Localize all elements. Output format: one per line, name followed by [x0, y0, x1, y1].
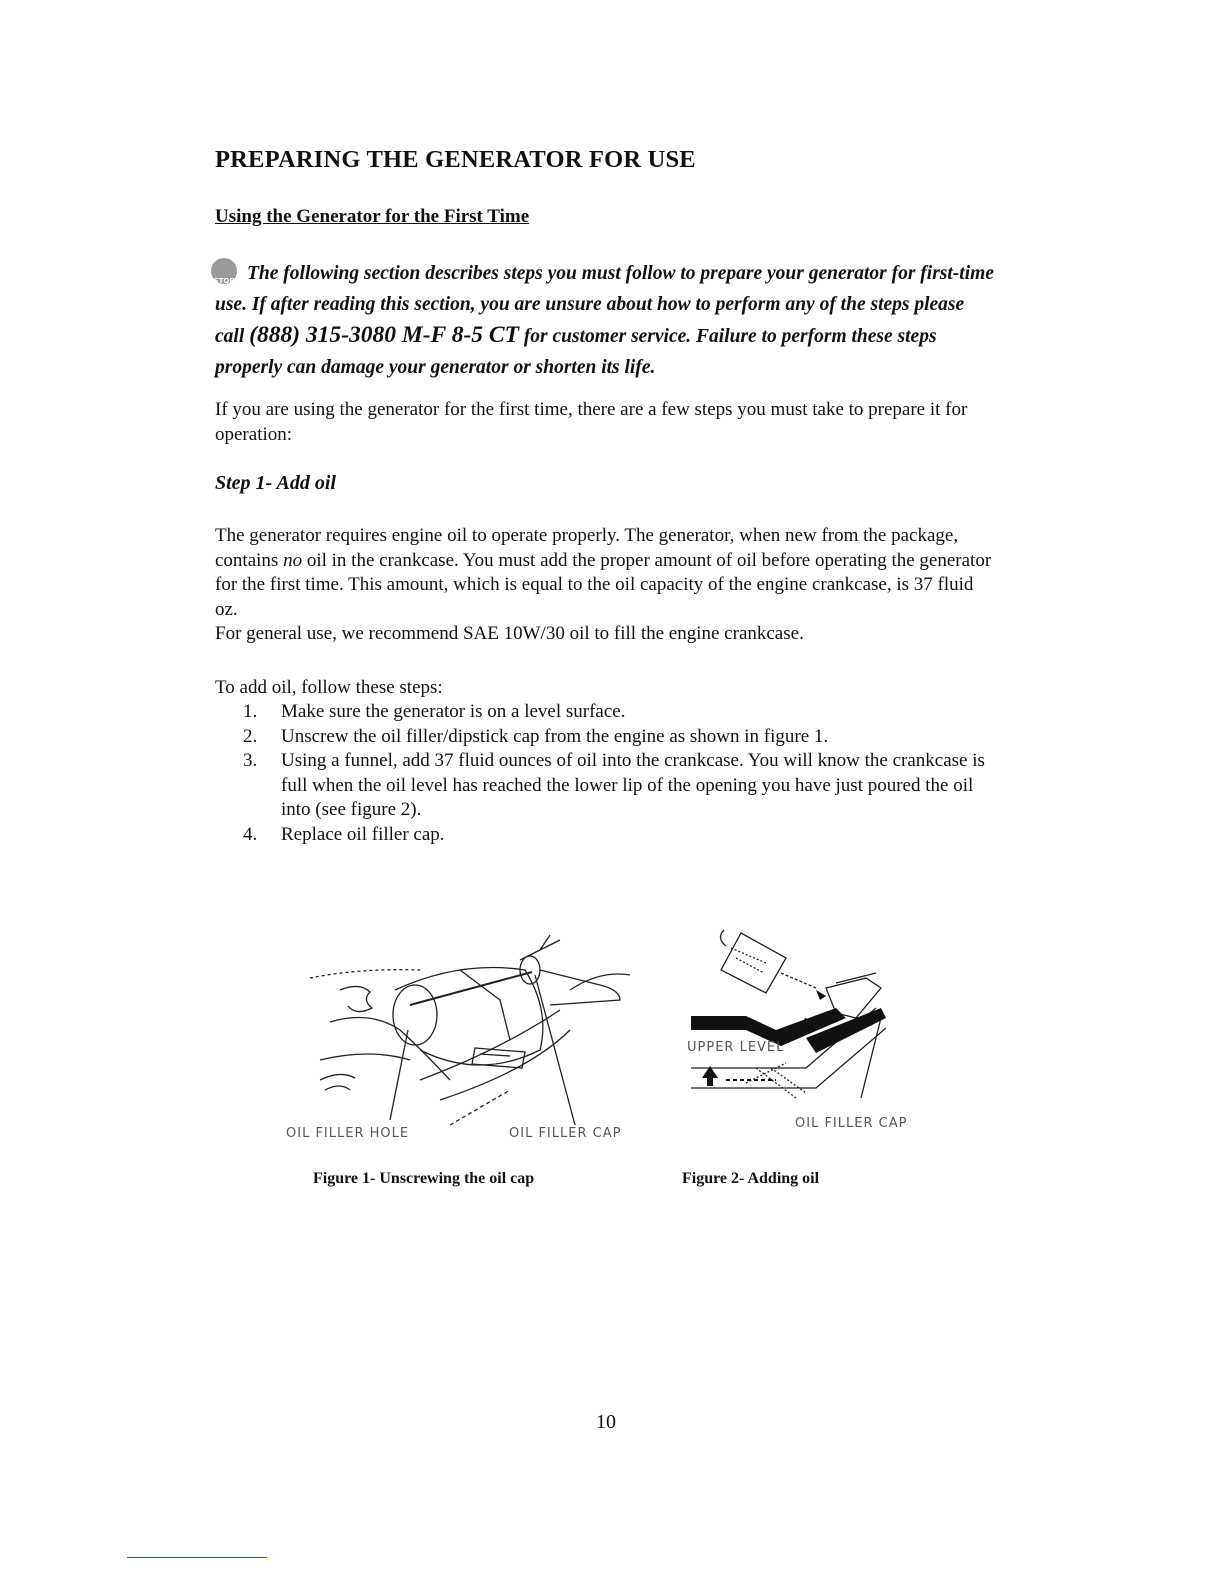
list-item-number: 2.	[243, 725, 258, 747]
list-item-number: 1.	[243, 701, 258, 722]
step-1-heading: Step 1- Add oil	[215, 472, 336, 494]
page-number: 10	[596, 1411, 616, 1433]
upper-level-label: UPPER LEVEL	[687, 1040, 785, 1055]
list-item-number: 3.	[243, 750, 258, 771]
warning-notice	[215, 258, 995, 383]
step-1-text-a: The generator requires engine oil to operate properly. The generator, when new from the package, contains	[215, 525, 959, 571]
page-title: PREPARING THE GENERATOR FOR USE	[215, 146, 696, 173]
step-1-paragraph	[215, 524, 995, 647]
section-heading: Using the Generator for the First Time	[215, 206, 530, 227]
steps-intro: To add oil, follow these steps:	[215, 677, 443, 698]
list-item-text: Make sure the generator is on a level surface.	[281, 701, 626, 722]
customer-service-phone: (888) 315-3080 M-F 8-5 CT	[249, 322, 519, 348]
figure-1-caption: Figure 1- Unscrewing the oil cap	[313, 1170, 535, 1187]
oil-steps-list	[243, 700, 993, 847]
intro-paragraph: If you are using the generator for the first time, there are a few steps you must take to prepare it for operation:	[215, 399, 968, 445]
oil-filler-cap-label-2: OIL FILLER CAP	[795, 1116, 908, 1131]
warning-text-part1: The following section describes steps you must follow to prepare your generator for first-time use. If after reading this section, you are unsure about how to perform any of the steps please call	[215, 263, 994, 347]
oil-filler-hole-label: OIL FILLER HOLE	[286, 1126, 410, 1141]
list-item-text: Replace oil filler cap.	[281, 823, 445, 845]
stop-icon-text: STOP	[213, 277, 235, 285]
oil-recommendation: For general use, we recommend SAE 10W/30 oil to fill the engine crankcase.	[215, 623, 804, 644]
figure-2-illustration	[686, 918, 916, 1118]
list-item-text: Using a funnel, add 37 fluid ounces of oil into the crankcase. You will know the crankcase is full when the oil level has reached the lower lip of the opening you have just poured the oil into (see figure 2).	[281, 750, 985, 820]
list-item	[243, 749, 993, 823]
oil-filler-cap-label: OIL FILLER CAP	[509, 1126, 622, 1141]
list-item-number: 4.	[243, 823, 258, 845]
stop-icon	[211, 258, 237, 284]
figure-1-illustration	[300, 930, 640, 1130]
footer-rule	[127, 1557, 267, 1558]
figure-2-caption: Figure 2- Adding oil	[682, 1170, 820, 1187]
list-item	[243, 725, 993, 750]
warning-text-part2: for customer service. Failure to perform these steps properly can damage your generator or shorten its life.	[215, 326, 937, 378]
list-item-text: Unscrew the oil filler/dipstick cap from the engine as shown in figure 1.	[281, 725, 829, 747]
list-item	[243, 823, 993, 848]
list-item	[243, 700, 993, 725]
step-1-emphasis: no	[283, 549, 303, 571]
step-1-text-b: oil in the crankcase. You must add the proper amount of oil before operating the generator for the first time. This amount, which is equal to the oil capacity of the engine crankcase, is 37 fluid oz.	[215, 549, 992, 620]
